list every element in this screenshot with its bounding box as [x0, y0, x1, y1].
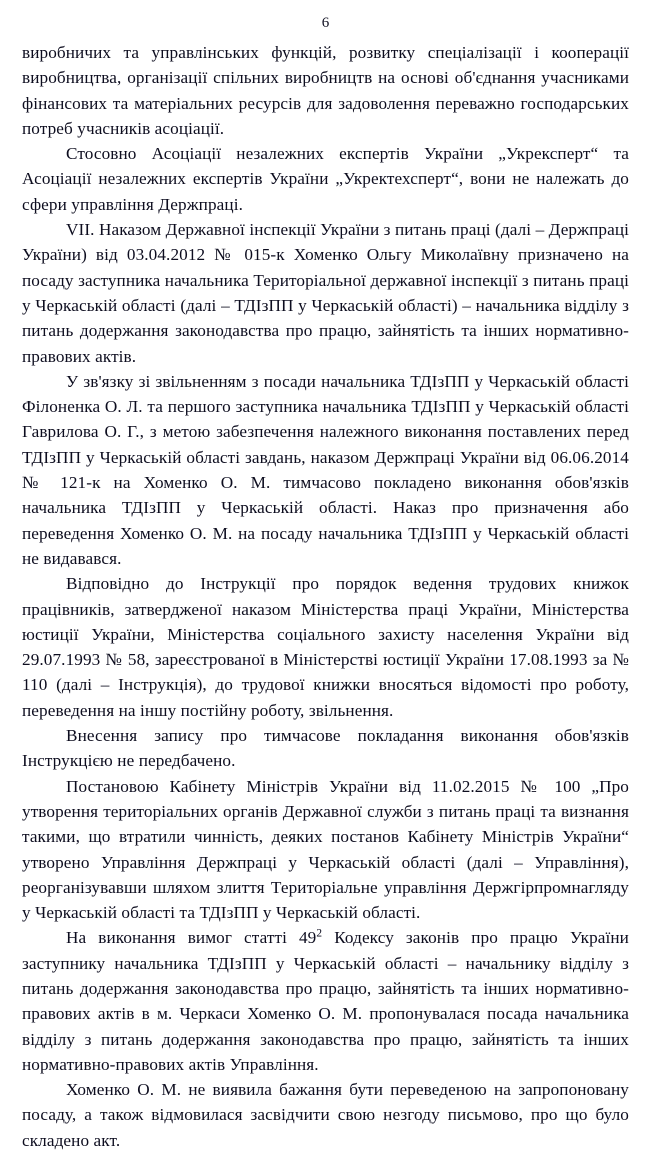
article-superscript: 2: [316, 927, 323, 940]
paragraph-dismissal: У зв'язку зі звільненням з посади начальника ТДІзПП у Черкаській області Філоненка О. Л. та першого заступника начальника ТДІзПП у Черкаській області Гаврилова О. Г., з метою забезпечення належного виконання поставлених перед ТДІзПП у Черкаській області завдань, наказом Держпраці України від 06.06.2014 № 121-к на Хоменко О. М. тимчасово покладено виконання обов'язків начальника ТДІзПП у Черкаській області. Наказ про призначення або переведення Хоменко О. М. на посаду начальника ТДІзПП у Черкаській області не видавався.: [22, 371, 629, 568]
paragraph-refusal: Хоменко О. М. не виявила бажання бути переведеною на запропоновану посаду, а також відмовилася засвідчити свою незгоду письмово, про що було складено акт.: [22, 1080, 629, 1150]
paragraph-cabinet-resolution: Постановою Кабінету Міністрів України від 11.02.2015 № 100 „Про утворення територіальних органів Державної служби з питань праці та визнання такими, що втратили чинність, деяких постанов Кабінету Міністрів України“ утворено Управління Держпраці у Черкаській області (далі – Управління), реорганізувавши шляхом злиття Територіальне управління Держгірпромнагляду у Черкаській області та ТДІзПП у Черкаській області.: [22, 776, 629, 923]
paragraph-continuation: виробничих та управлінських функцій, розвитку спеціалізації і кооперації виробництва, організації спільних виробництв на основі об'єднання учасниками фінансових та матеріальних ресурсів для задоволення переважно господарських потреб учасників асоціації.: [22, 43, 629, 138]
paragraph-instruction: Відповідно до Інструкції про порядок ведення трудових книжок працівників, затвердженої наказом Міністерства праці України, Міністерства юстиції України, Міністерства соціального захисту населення України від 29.07.1993 № 58, зареєстрованої в Міністерстві юстиції України 17.08.1993 за № 110 (далі – Інструкція), до трудової книжки вносяться відомості про роботу, переведення на іншу постійну роботу, звільнення.: [22, 574, 629, 720]
paragraph-record-entry: Внесення запису про тимчасове покладання виконання обов'язків Інструкцією не передбачено.: [22, 726, 629, 771]
article-text-before: На виконання вимог статті 49: [66, 928, 317, 948]
article-text-after: Кодексу законів про працю України заступнику начальника ТДІзПП у Черкаській області – начальнику відділу з питань додержання законодавства про працю, зайнятість та інших нормативно-правових актів в м. Черкаси Хоменко О. М. пропонувалася посада начальника відділу з питань додержання законодавства про працю, зайнятість та інших нормативно-правових актів Управління.: [22, 928, 629, 1074]
page-number: 6: [321, 15, 330, 31]
paragraph-associations: Стосовно Асоціації незалежних експертів України „Укрексперт“ та Асоціації незалежних експертів України „Укректехсперт“, вони не належать до сфери управління Держпраці.: [22, 144, 629, 214]
paragraph-section-vii: VII. Наказом Державної інспекції України з питань праці (далі – Держпраці України) від 03.04.2012 № 015-к Хоменко Ольгу Миколаївну призначено на посаду заступника начальника Територіальної державної інспекції з питань праці у Черкаській області (далі – ТДІзПП у Черкаській області) – начальника відділу з питань додержання законодавства про працю, зайнятість та інших нормативно-правових актів.: [22, 220, 629, 366]
paragraph-article-49-2: [22, 925, 629, 1077]
document-body: [22, 40, 629, 1153]
